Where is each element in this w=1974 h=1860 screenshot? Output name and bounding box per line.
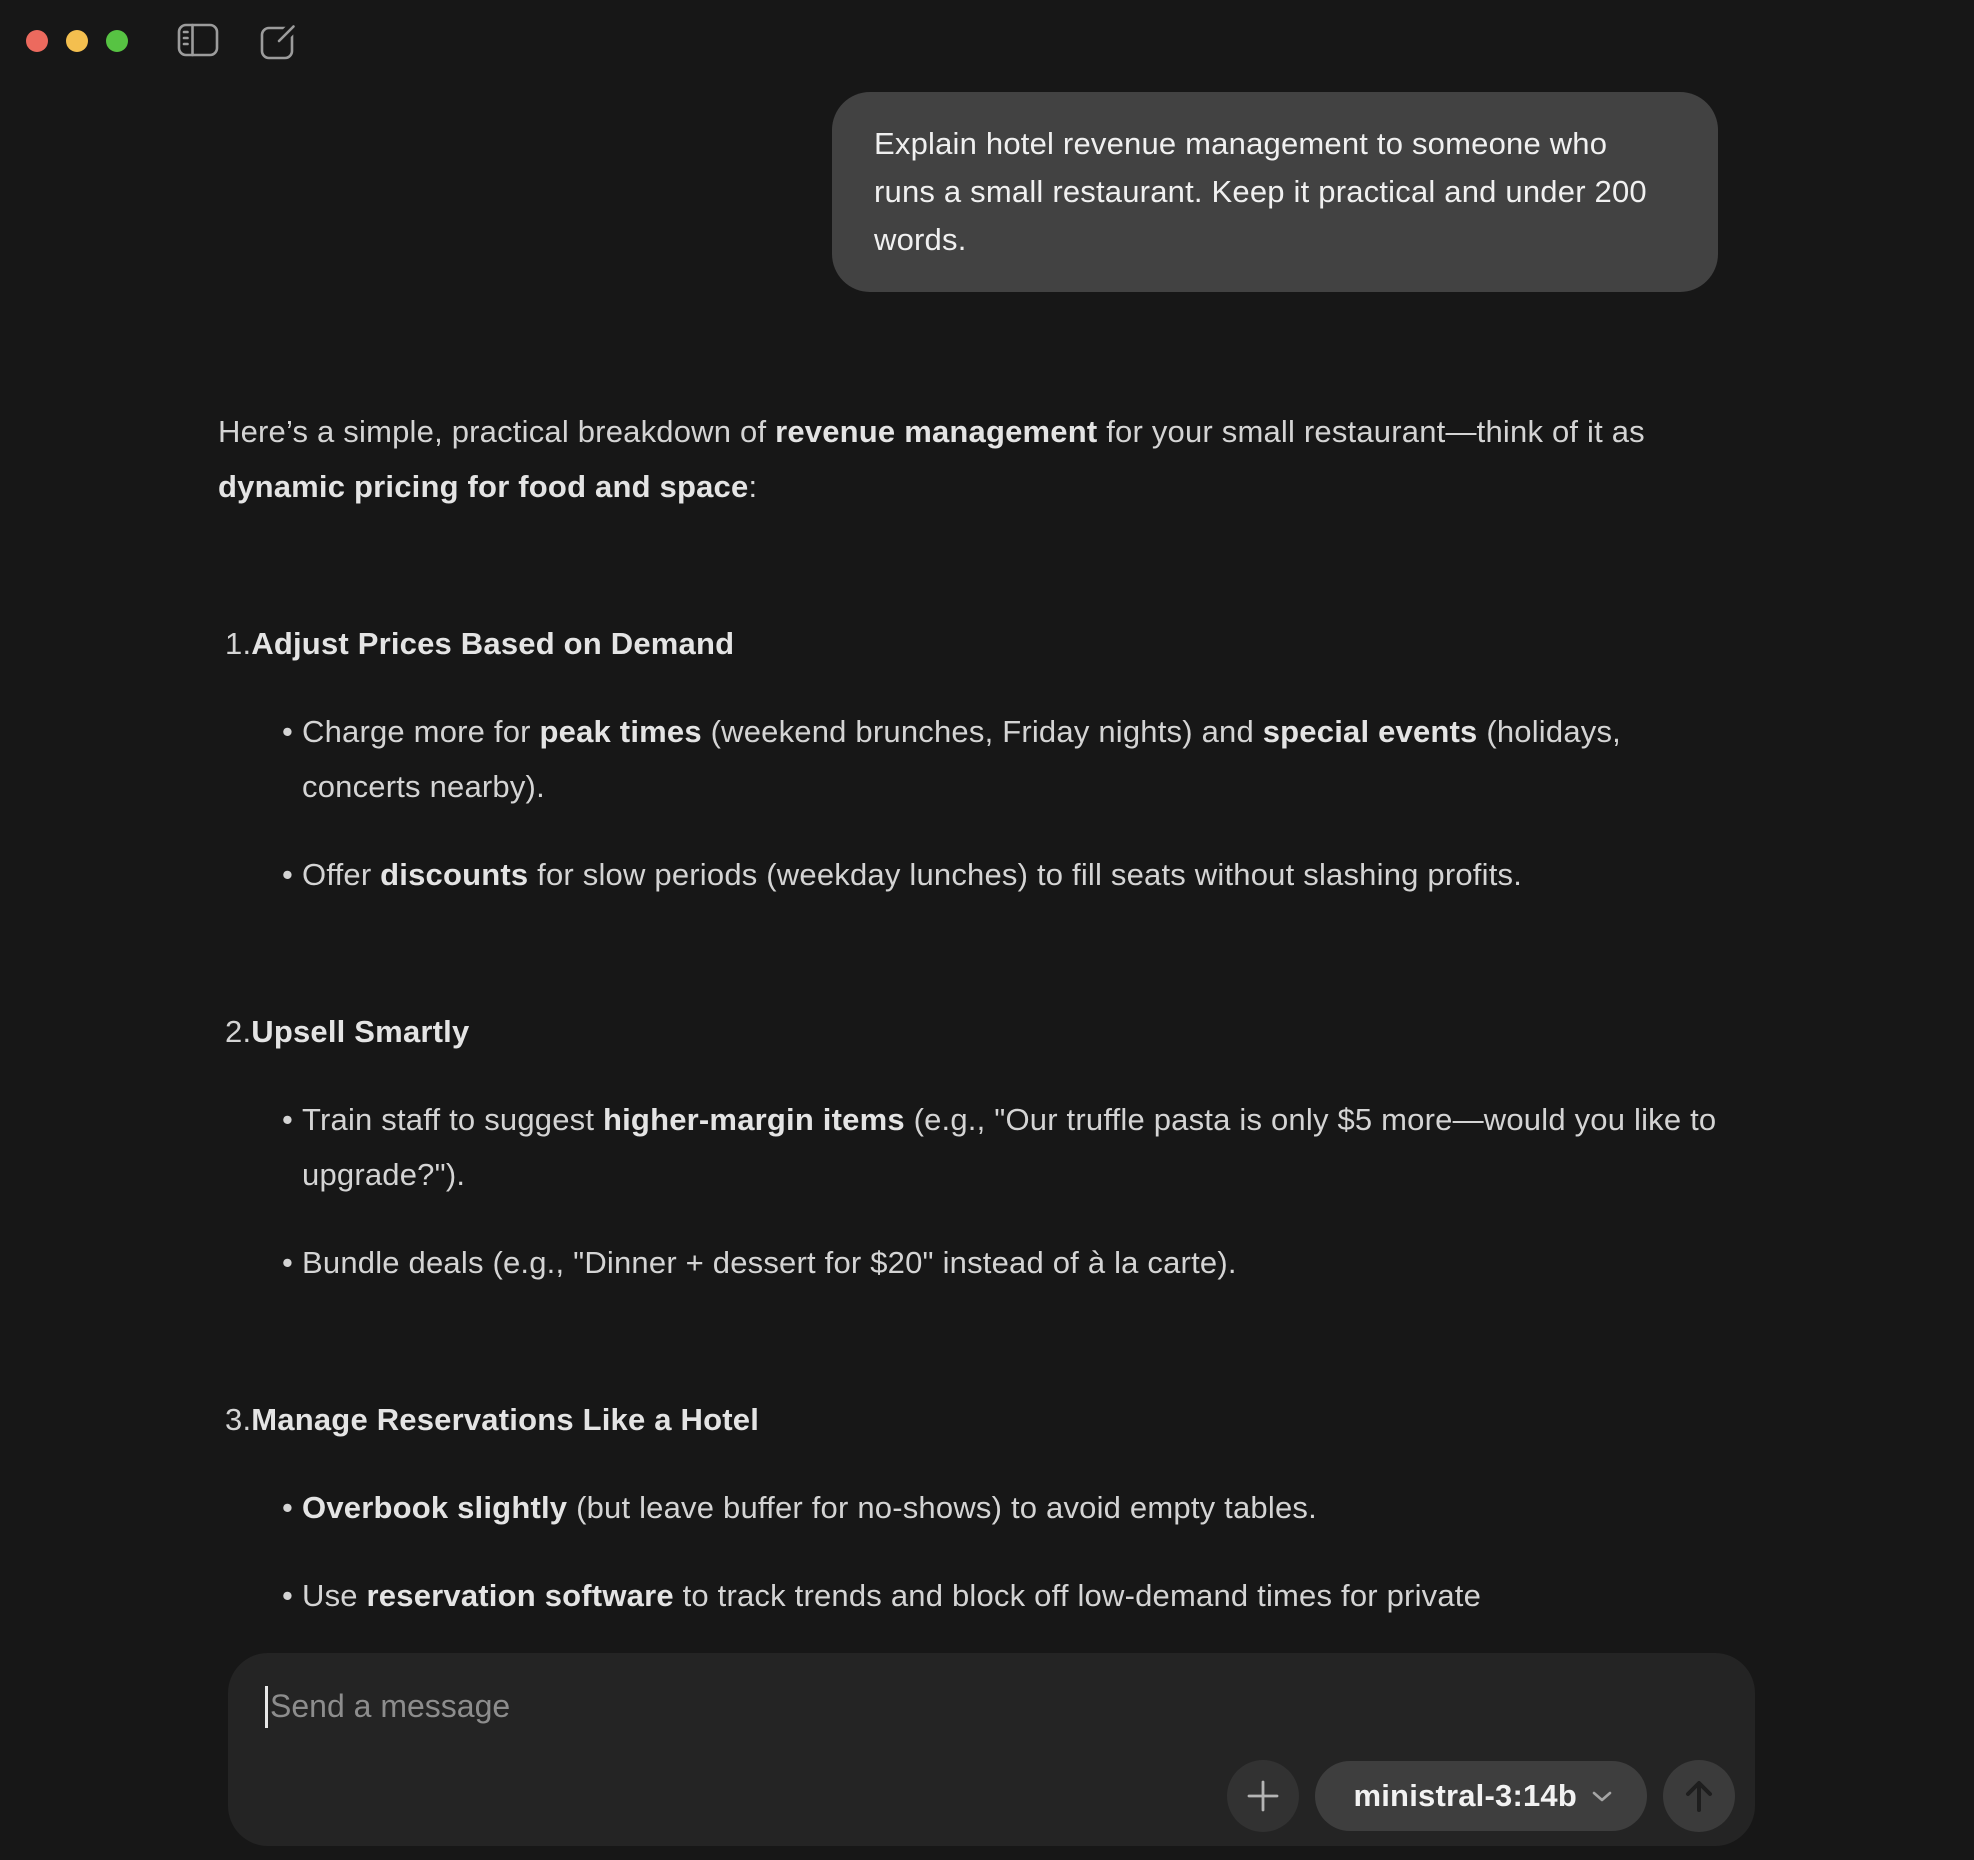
attach-button[interactable]	[1227, 1760, 1299, 1832]
section-bullet-list	[218, 704, 1718, 902]
assistant-section	[218, 1392, 1718, 1623]
section-bullet-list	[218, 1092, 1718, 1290]
section-heading	[218, 1004, 1718, 1059]
user-message-bubble: Explain hotel revenue management to someone who runs a small restaurant. Keep it practical and under 200 words.	[832, 92, 1718, 292]
user-message-row	[218, 92, 1718, 292]
close-button[interactable]	[26, 30, 48, 52]
assistant-section	[218, 1004, 1718, 1290]
bullet-item: • Offer discounts for slow periods (weekday lunches) to fill seats without slashing profits.	[218, 847, 1718, 902]
composer	[228, 1653, 1755, 1846]
composer-controls	[1227, 1760, 1735, 1832]
bullet-item: • Use reservation software to track trends and block off low-demand times for private	[218, 1568, 1718, 1623]
message-input-placeholder: Send a message	[270, 1688, 511, 1724]
bullet-item: • Charge more for peak times (weekend brunches, Friday nights) and special events (holidays, concerts nearby).	[218, 704, 1718, 814]
section-number: 3.	[225, 1402, 252, 1437]
section-heading	[218, 616, 1718, 671]
section-heading	[218, 1392, 1718, 1447]
section-number: 2.	[225, 1014, 252, 1049]
section-title: Adjust Prices Based on Demand	[251, 626, 735, 661]
text-cursor	[265, 1686, 268, 1728]
model-name-label: ministral-3:14b	[1353, 1778, 1577, 1813]
assistant-section	[218, 616, 1718, 902]
assistant-message	[218, 404, 1718, 1623]
bullet-item: • Train staff to suggest higher-margin items (e.g., "Our truffle pasta is only $5 more—would you like to upgrade?").	[218, 1092, 1718, 1202]
assistant-sections	[218, 616, 1718, 1623]
minimize-button[interactable]	[66, 30, 88, 52]
assistant-intro-paragraph: Here’s a simple, practical breakdown of revenue management for your small restaurant—think of it as dynamic pricing for food and space:	[218, 414, 1645, 504]
sidebar-toggle-icon[interactable]	[177, 22, 219, 58]
zoom-button[interactable]	[106, 30, 128, 52]
section-number: 1.	[225, 626, 252, 661]
send-button[interactable]	[1663, 1760, 1735, 1832]
section-bullet-list	[218, 1480, 1718, 1623]
plus-icon	[1246, 1779, 1280, 1813]
arrow-up-icon	[1681, 1777, 1717, 1815]
chat-scroll-area	[218, 0, 1718, 1623]
section-title: Manage Reservations Like a Hotel	[251, 1402, 760, 1437]
chevron-down-icon	[1591, 1789, 1613, 1803]
bullet-item: • Overbook slightly (but leave buffer for no-shows) to avoid empty tables.	[218, 1480, 1718, 1535]
bullet-item: • Bundle deals (e.g., "Dinner + dessert for $20" instead of à la carte).	[218, 1235, 1718, 1290]
section-title: Upsell Smartly	[251, 1014, 470, 1049]
traffic-lights	[26, 30, 128, 52]
model-selector[interactable]	[1315, 1761, 1647, 1831]
